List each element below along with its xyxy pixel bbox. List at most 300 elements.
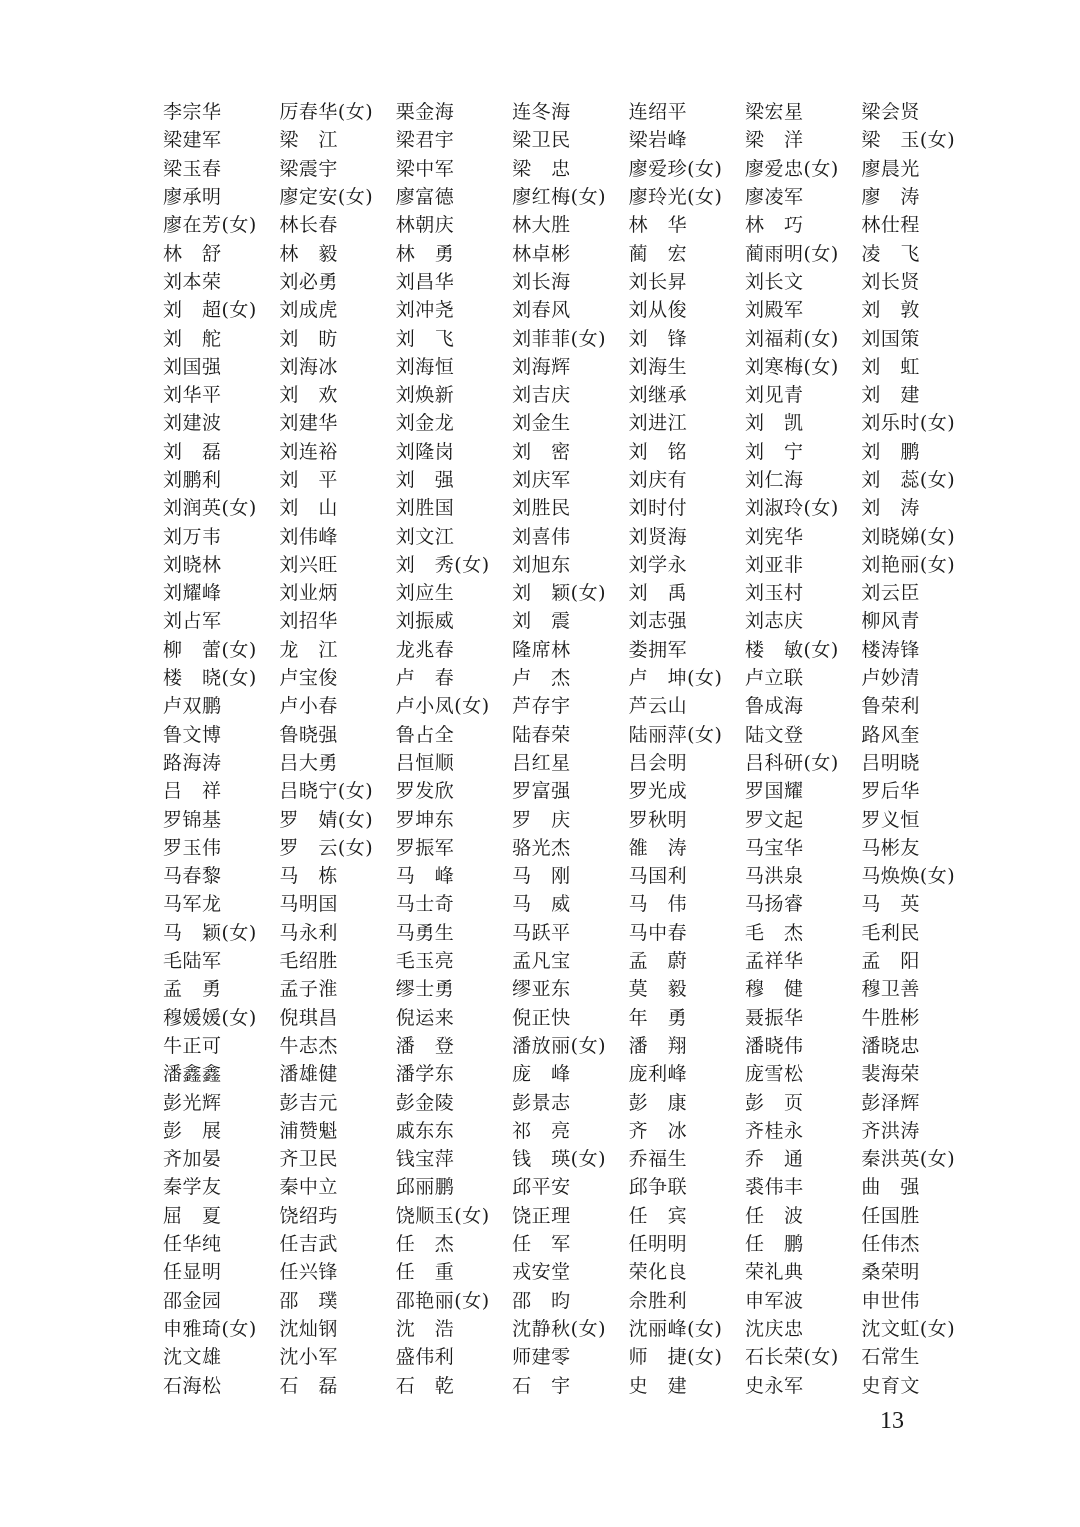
name-entry: 刘海冰 [279,355,338,378]
name-entry: 毛绍胜 [279,950,338,973]
name-entry: 廖红梅(女) [512,186,606,209]
name-entry: 廖凌军 [744,186,804,209]
name-entry: 曲 强 [861,1176,920,1199]
name-entry: 马 威 [512,893,571,916]
name-entry: 林仕程 [861,214,920,237]
name-entry: 刘 凯 [744,412,804,435]
name-entry: 蔺雨明(女) [744,242,839,265]
name-entry: 马 伟 [628,893,688,916]
name-entry: 马士奇 [395,893,455,916]
name-entry: 刘业炳 [279,582,338,605]
name-entry: 吕红星 [512,751,571,774]
name-entry: 孟祥华 [744,950,804,973]
name-entry: 路海涛 [163,751,222,774]
name-entry: 任 重 [395,1261,455,1284]
name-entry: 孟凡宝 [512,950,571,973]
name-entry: 楼 敏(女) [744,638,839,661]
name-entry: 彭泽辉 [861,1091,920,1114]
name-entry: 秦学友 [163,1176,222,1199]
name-entry: 刘伟峰 [279,525,338,548]
name-entry: 刘连裕 [279,440,338,463]
name-entry: 彭 页 [744,1091,804,1114]
name-entry: 石海松 [163,1374,222,1397]
name-entry: 任 宾 [628,1204,688,1227]
name-entry: 陆丽萍(女) [628,723,723,746]
name-entry: 梁建军 [163,129,222,152]
name-entry: 刘 飞 [395,327,455,350]
name-entry: 任 杰 [395,1233,455,1256]
name-entry: 蔺 宏 [628,242,688,265]
name-entry: 罗 云(女) [279,836,374,859]
name-entry: 师 捷(女) [628,1346,723,1369]
name-entry: 刘国强 [163,355,222,378]
name-entry: 刘从俊 [628,299,688,322]
name-entry: 林朝庆 [395,214,455,237]
name-entry: 刘晓娣(女) [861,525,956,548]
name-entry: 罗国耀 [744,780,804,803]
name-entry: 任伟杰 [861,1233,920,1256]
name-entry: 庞利峰 [628,1063,688,1086]
name-entry: 刘兴旺 [279,553,338,576]
name-entry: 龙兆春 [395,638,455,661]
name-entry: 沈文雄 [163,1346,222,1369]
name-entry: 庞 峰 [512,1063,571,1086]
name-entry: 廖爱忠(女) [744,157,839,180]
name-entry: 鲁晓强 [279,723,338,746]
name-entry: 林卓彬 [512,242,571,265]
name-entry: 刘 蕊(女) [861,469,956,491]
name-entry: 乔福生 [628,1148,688,1171]
name-entry: 浦赞魁 [279,1119,338,1142]
name-entry: 石 宇 [512,1374,571,1397]
name-entry: 梁 玉(女) [861,129,956,152]
name-entry: 刘金龙 [395,412,455,435]
name-entry: 任 波 [744,1204,804,1227]
name-entry: 孟 勇 [163,978,222,1001]
name-entry: 连冬海 [512,101,571,124]
name-entry: 齐 冰 [628,1119,688,1142]
name-entry: 庞雪松 [744,1063,804,1086]
name-entry: 罗锦基 [163,808,222,831]
name-entry: 马彬友 [861,836,920,859]
name-entry: 厉春华(女) [279,101,374,124]
name-entry: 钱 瑛(女) [512,1148,606,1171]
name-entry: 刘文江 [395,525,455,548]
name-entry: 刘占军 [163,610,222,633]
name-entry: 陆春荣 [512,723,571,746]
name-entry: 连绍平 [628,101,688,124]
name-entry: 刘 昉 [279,327,338,350]
name-entry: 廖承明 [163,186,222,209]
name-entry: 沈庆忠 [744,1317,804,1340]
name-entry: 史育文 [861,1374,920,1397]
name-entry: 马勇生 [395,921,455,944]
name-entry: 刘福莉(女) [744,327,839,350]
name-entry: 刘 欢 [279,384,338,407]
name-entry: 刘本荣 [163,270,222,293]
name-entry: 刘 磊 [163,440,222,463]
name-entry: 彭吉元 [279,1091,338,1114]
name-entry: 马永利 [279,921,338,944]
name-entry: 马跃平 [512,921,571,944]
name-entry: 刘金生 [512,412,571,435]
name-entry: 刘 平 [279,469,338,491]
name-entry: 梁卫民 [512,129,571,152]
name-entry: 马洪泉 [744,865,804,888]
name-entry: 刘进江 [628,412,688,435]
name-entry: 莫 毅 [628,978,688,1001]
name-entry: 罗文起 [744,808,804,831]
name-entry: 梁玉春 [163,157,222,180]
name-entry: 廖 涛 [861,186,920,209]
name-entry: 潘鑫鑫 [163,1063,222,1086]
name-entry: 刘海辉 [512,355,571,378]
name-entry: 毛陆军 [163,950,222,973]
name-entry: 刘焕新 [395,384,455,407]
name-entry: 齐洪涛 [861,1119,920,1142]
name-entry: 刘 禹 [628,582,688,605]
name-entry: 罗坤东 [395,808,455,831]
name-entry: 齐卫民 [279,1148,338,1171]
name-entry: 孟 蔚 [628,950,688,973]
name-entry: 罗义恒 [861,808,920,831]
name-entry: 刘 建 [861,384,920,407]
name-entry: 廖在芳(女) [163,214,257,237]
name-entry: 沈丽峰(女) [628,1317,723,1340]
name-entry: 马军龙 [163,893,222,916]
name-entry: 林 勇 [395,242,455,265]
name-entry: 盛伟利 [395,1346,455,1369]
name-entry: 罗秋明 [628,808,688,831]
name-entry: 刘寒梅(女) [744,355,839,378]
name-entry: 彭光辉 [163,1091,222,1114]
name-entry: 刘 舵 [163,327,222,350]
name-entry: 柳 蕾(女) [163,638,257,661]
name-entry: 饶顺玉(女) [395,1204,490,1227]
name-entry: 毛 杰 [744,921,804,944]
name-entry: 芦云山 [628,695,688,718]
name-entry: 刘艳丽(女) [861,553,956,576]
name-entry: 祁 亮 [512,1119,571,1142]
name-entry: 刘殿军 [744,299,804,322]
name-entry: 刘淑玲(女) [744,497,839,520]
name-entry: 潘晓忠 [861,1034,920,1057]
name-entry: 马焕焕(女) [861,865,956,888]
name-entry: 刘学永 [628,553,688,576]
page-number: 13 [880,1408,904,1434]
name-entry: 娄拥军 [628,638,688,661]
name-entry: 石 乾 [395,1374,455,1397]
name-entry: 骆光杰 [512,836,571,859]
name-entry: 彭 展 [163,1119,222,1142]
name-entry: 刘 铭 [628,440,688,463]
name-entry: 彭金陵 [395,1091,455,1114]
name-entry: 刘耀峰 [163,582,222,605]
name-entry: 穆媛媛(女) [163,1006,257,1029]
name-entry: 裴海荣 [861,1063,920,1086]
name-entry: 刘庆军 [512,469,571,491]
name-entry: 缪亚东 [512,978,571,1001]
name-entry: 楼涛锋 [861,638,920,661]
name-entry: 刘振威 [395,610,455,633]
name-entry: 刘润英(女) [163,497,257,520]
name-entry: 刘宪华 [744,525,804,548]
name-entry: 穆卫善 [861,978,920,1001]
name-entry: 罗后华 [861,780,920,803]
name-entry: 吕明晓 [861,751,920,774]
name-entry: 吕科研(女) [744,751,839,774]
name-entry: 刘吉庆 [512,384,571,407]
name-entry: 邵 昀 [512,1289,571,1312]
name-entry: 刘贤海 [628,525,688,548]
name-entry: 刘 涛 [861,497,920,520]
name-entry: 史 建 [628,1374,688,1397]
name-entry: 石长荣(女) [744,1346,839,1369]
name-entry: 申军波 [744,1289,804,1312]
name-entry: 刘海生 [628,355,688,378]
name-entry: 吕晓宁(女) [279,780,374,803]
name-entry: 梁君宇 [395,129,455,152]
name-entry: 刘 鹏 [861,440,920,463]
name-entry: 刘昌华 [395,270,455,293]
name-entry: 刘成虎 [279,299,338,322]
name-entry: 卢 杰 [512,667,571,690]
name-entry: 刘鹏利 [163,469,222,491]
name-entry: 沈灿钢 [279,1317,338,1340]
name-entry: 刘云臣 [861,582,920,605]
name-entry: 裘伟丰 [744,1176,804,1199]
name-entry: 秦中立 [279,1176,338,1199]
name-entry: 刘菲菲(女) [512,327,606,350]
name-entry: 刘庆有 [628,469,688,491]
name-entry: 荣礼典 [744,1261,804,1284]
name-entry: 刘 敦 [861,299,920,322]
name-entry: 牛胜彬 [861,1006,920,1029]
name-entry: 刘华平 [163,384,222,407]
name-entry: 屈 夏 [163,1204,222,1227]
name-entry: 彭 康 [628,1091,688,1114]
name-entry: 刘海恒 [395,355,455,378]
name-entry: 廖富德 [395,186,455,209]
name-entry: 秦洪英(女) [861,1148,956,1171]
name-entry: 路风奎 [861,723,920,746]
name-entry: 刘 强 [395,469,455,491]
name-entry: 梁宏星 [744,101,804,124]
name-entry: 邱争联 [628,1176,688,1199]
name-entry: 任 军 [512,1233,571,1256]
name-entry: 卢宝俊 [279,667,338,690]
name-entry: 陆文登 [744,723,804,746]
name-entry: 栗金海 [395,101,455,124]
name-entry: 毛利民 [861,921,920,944]
name-entry: 马宝华 [744,836,804,859]
name-entry: 刘万韦 [163,525,222,548]
name-entry: 任国胜 [861,1204,920,1227]
name-entry: 刘玉村 [744,582,804,605]
name-entry: 沈静秋(女) [512,1317,606,1340]
name-entry: 卢双鹏 [163,695,222,718]
name-entry: 沈小军 [279,1346,338,1369]
name-entry: 潘 翔 [628,1034,688,1057]
name-entry: 隆席林 [512,638,571,661]
name-entry: 刘国策 [861,327,920,350]
name-entry: 刘应生 [395,582,455,605]
name-entry: 潘放丽(女) [512,1034,606,1057]
name-entry: 任吉武 [279,1233,338,1256]
name-entry: 罗玉伟 [163,836,222,859]
name-entry: 年 勇 [628,1006,688,1029]
name-entry: 罗光成 [628,780,688,803]
name-entry: 马国利 [628,865,688,888]
name-entry: 林 巧 [744,214,804,237]
name-entry: 刘 山 [279,497,338,520]
name-entry: 马中春 [628,921,688,944]
name-entry: 李宗华 [163,101,222,124]
name-entry: 卢立联 [744,667,804,690]
name-entry: 刘胜民 [512,497,571,520]
name-entry: 凌 飞 [861,242,920,265]
name-entry: 刘长海 [512,270,571,293]
name-entry: 鲁荣利 [861,695,920,718]
name-entry: 刘乐时(女) [861,412,956,435]
name-list [163,98,983,1400]
name-entry: 倪运来 [395,1006,455,1029]
name-entry: 刘冲尧 [395,299,455,322]
name-entry: 刘亚非 [744,553,804,576]
name-entry: 潘雄健 [279,1063,338,1086]
name-entry: 马 栋 [279,865,338,888]
name-entry: 吕会明 [628,751,688,774]
name-entry: 刘仁海 [744,469,804,491]
name-entry: 芦存宇 [512,695,571,718]
name-entry: 鲁占全 [395,723,455,746]
name-entry: 梁岩峰 [628,129,688,152]
name-entry: 林长春 [279,214,338,237]
name-entry: 钱宝萍 [395,1148,455,1171]
name-entry: 饶绍玙 [279,1204,338,1227]
name-entry: 梁 江 [279,129,338,152]
name-entry: 吕恒顺 [395,751,455,774]
name-entry: 鲁文博 [163,723,222,746]
name-entry: 卢 坤(女) [628,667,723,690]
name-entry: 齐加晏 [163,1148,222,1171]
name-entry: 邵艳丽(女) [395,1289,490,1312]
name-entry: 戎安堂 [512,1261,571,1284]
name-entry: 刘喜伟 [512,525,571,548]
name-entry: 罗 庆 [512,808,571,831]
name-entry: 沈 浩 [395,1317,455,1340]
name-entry: 刘长昇 [628,270,688,293]
name-entry: 邱平安 [512,1176,571,1199]
name-entry: 刘必勇 [279,270,338,293]
name-entry: 刘时付 [628,497,688,520]
name-entry: 梁震宇 [279,157,338,180]
name-entry: 廖定安(女) [279,186,374,209]
name-entry: 廖玲光(女) [628,186,723,209]
name-entry: 刘 超(女) [163,299,257,322]
name-entry: 刘 宁 [744,440,804,463]
name-entry: 楼 晓(女) [163,667,257,690]
name-entry: 卢小凤(女) [395,695,490,718]
name-entry: 荣化良 [628,1261,688,1284]
name-entry: 马 刚 [512,865,571,888]
name-entry: 马春黎 [163,865,222,888]
name-entry: 刘长文 [744,270,804,293]
name-entry: 申雅琦(女) [163,1317,257,1340]
name-entry: 梁会贤 [861,101,920,124]
name-entry: 吕大勇 [279,751,338,774]
name-entry: 刘隆岗 [395,440,455,463]
name-entry: 龙 江 [279,638,338,661]
name-entry: 彭景志 [512,1091,571,1114]
name-entry: 刘志强 [628,610,688,633]
name-entry: 林 华 [628,214,688,237]
name-entry: 任明明 [628,1233,688,1256]
name-entry: 刘 密 [512,440,571,463]
name-entry: 刘 秀(女) [395,553,490,576]
name-entry: 林 舒 [163,242,222,265]
name-entry: 刘胜国 [395,497,455,520]
name-entry: 刘 虹 [861,355,920,378]
name-entry: 刘春风 [512,299,571,322]
name-entry: 吕 祥 [163,780,222,803]
name-entry: 史永军 [744,1374,804,1397]
name-entry: 石常生 [861,1346,920,1369]
name-entry: 林 毅 [279,242,338,265]
name-entry: 饶正理 [512,1204,571,1227]
name-entry: 穆 健 [744,978,804,1001]
name-entry: 毛玉亮 [395,950,455,973]
name-entry: 刘建波 [163,412,222,435]
name-entry: 卢 春 [395,667,455,690]
name-entry: 倪正快 [512,1006,571,1029]
name-entry: 刘见青 [744,384,804,407]
name-entry: 聂振华 [744,1006,804,1029]
name-entry: 潘晓伟 [744,1034,804,1057]
name-entry: 罗富强 [512,780,571,803]
name-entry: 梁 洋 [744,129,804,152]
name-entry: 任兴锋 [279,1261,338,1284]
name-entry: 马 峰 [395,865,455,888]
name-entry: 缪士勇 [395,978,455,1001]
name-entry: 桑荣明 [861,1261,920,1284]
name-entry: 刘继承 [628,384,688,407]
name-entry: 申世伟 [861,1289,920,1312]
name-entry: 牛正可 [163,1034,222,1057]
name-entry: 刘 震 [512,610,571,633]
name-entry: 廖爱珍(女) [628,157,723,180]
name-entry: 卢妙清 [861,667,920,690]
name-entry: 齐桂永 [744,1119,804,1142]
name-entry: 石 磊 [279,1374,338,1397]
name-entry: 刘 颖(女) [512,582,606,605]
name-entry: 马 英 [861,893,920,916]
name-entry: 马 颖(女) [163,921,257,944]
name-entry: 刘旭东 [512,553,571,576]
name-entry: 邱丽鹏 [395,1176,455,1199]
name-entry: 罗 婧(女) [279,808,374,831]
name-entry: 孟 阳 [861,950,920,973]
name-entry: 刘志庆 [744,610,804,633]
name-entry: 任显明 [163,1261,222,1284]
name-entry: 马扬睿 [744,893,804,916]
name-entry: 潘学东 [395,1063,455,1086]
name-entry: 牛志杰 [279,1034,338,1057]
name-entry: 佘胜利 [628,1289,688,1312]
name-entry: 乔 通 [744,1148,804,1171]
name-entry: 戚东东 [395,1119,455,1142]
name-entry: 刘 锋 [628,327,688,350]
